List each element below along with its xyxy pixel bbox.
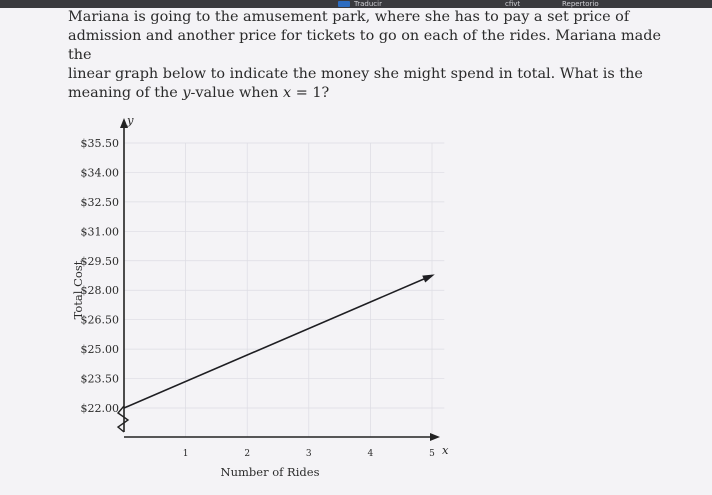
chart-axes	[118, 118, 440, 441]
math-var-y: y	[182, 85, 191, 101]
series-arrowhead	[422, 274, 435, 282]
bookmark-cfivt[interactable]: cfivt	[505, 0, 521, 8]
question-eq: = 1?	[291, 85, 330, 101]
y-tick-label: $26.50	[80, 313, 119, 327]
x-axis-arrow	[430, 433, 440, 441]
question-line-3: linear graph below to indicate the money she might spend in total. What is the	[68, 66, 643, 82]
question-line-1: Mariana is going to the amusement park, where she has to pay a set price of	[68, 9, 630, 25]
question-prefix: meaning of the	[68, 85, 183, 101]
question-line-2: admission and another price for tickets to go on each of the rides. Mariana made the	[68, 28, 661, 63]
y-tick-label: $23.50	[80, 372, 119, 386]
x-axis-label: Number of Rides	[220, 465, 320, 479]
y-tick-label: $32.50	[80, 195, 119, 209]
y-axis-label: Total Cost	[71, 260, 85, 320]
x-tick-label: 2	[244, 449, 251, 459]
y-axis-symbol: y	[127, 113, 134, 127]
question-mid: -value when	[190, 85, 283, 101]
x-tick-label: 5	[429, 449, 435, 459]
y-tick-label: $34.00	[80, 166, 119, 180]
x-tick-label: 1	[182, 449, 189, 459]
y-tick-label: $22.00	[80, 402, 119, 415]
x-tick-label: 3	[305, 449, 312, 459]
bookmark-traducir[interactable]: Traducir	[354, 0, 382, 8]
y-tick-label: $31.00	[80, 225, 119, 239]
series-line	[124, 276, 432, 409]
y-tick-label: $28.00	[80, 284, 119, 298]
y-tick-label: $25.00	[80, 343, 119, 357]
x-tick-label: 4	[367, 449, 374, 459]
x-tick-labels	[183, 449, 435, 459]
y-axis-break-mark	[118, 406, 128, 432]
bookmark-repertorio[interactable]: Repertorio	[562, 0, 599, 8]
y-tick-labels	[81, 137, 120, 415]
chart-series	[124, 274, 435, 408]
y-tick-label: $35.50	[80, 137, 119, 150]
x-axis-symbol: x	[442, 443, 449, 457]
math-var-x: x	[283, 85, 292, 101]
y-tick-label: $29.50	[80, 254, 119, 268]
